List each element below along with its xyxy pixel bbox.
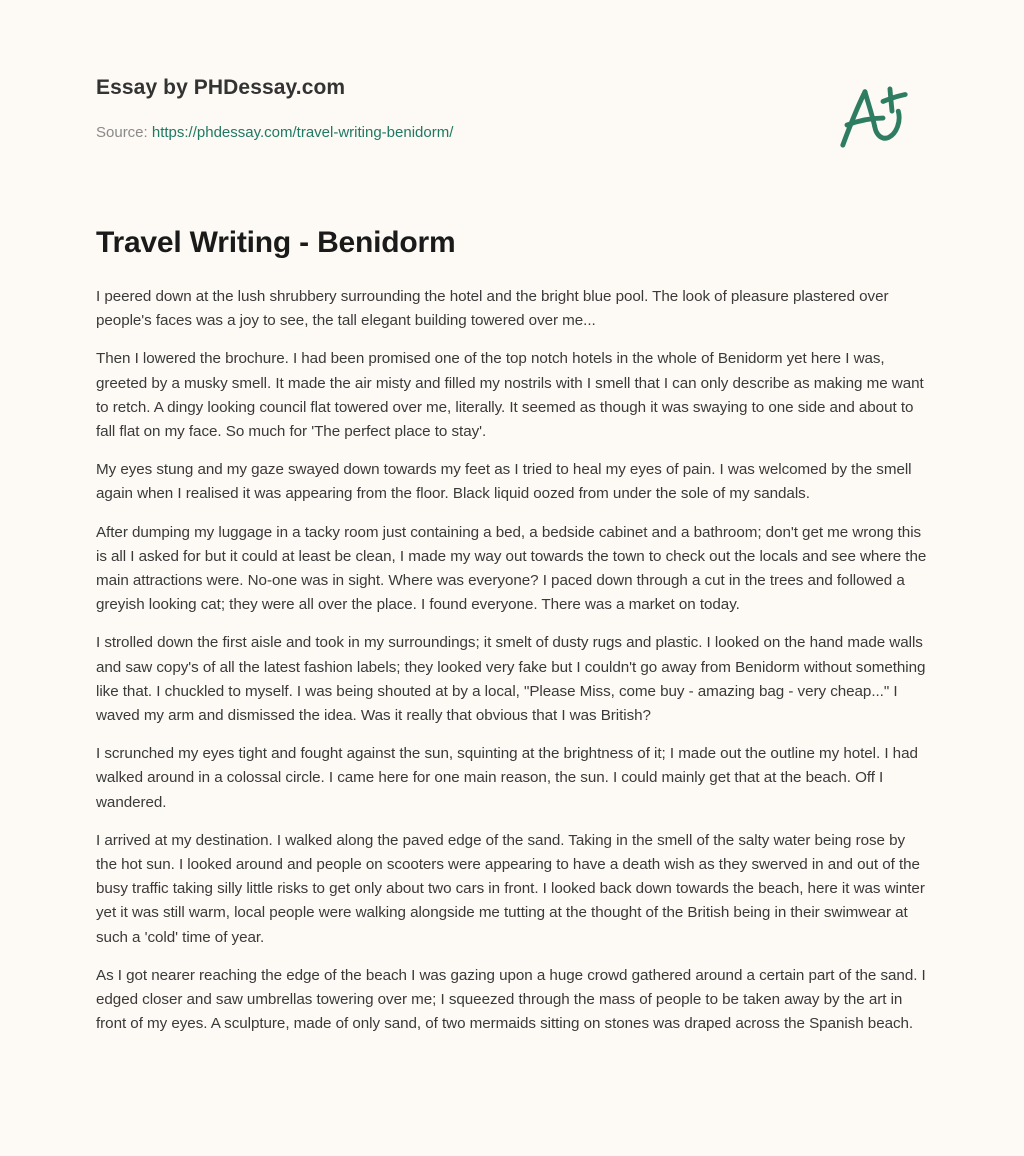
essay-page bbox=[96, 0, 930, 1033]
essay-paragraph: I strolled down the first aisle and took in my surroundings; it smelt of dusty rugs and plastic. I looked on the hand made walls and saw copy's of all the latest fashion labels; they looked very fake but I couldn't go away from Benidorm without something like that. I chuckled to myself. I was being shouted at by a local, "Please Miss, come buy - amazing bag - very cheap..." I waved my arm and dismissed the idea. Was it really that obvious that I was British? bbox=[96, 634, 926, 725]
essay-title: Travel Writing - Benidorm bbox=[96, 226, 456, 259]
essay-paragraph: As I got nearer reaching the edge of the beach I was gazing upon a huge crowd gathered around a certain part of the sand. I edged closer and saw umbrellas towering over me; I squeezed through the mass of people to be taken away by the art in front of my eyes. A sculpture, made of only sand, of two mermaids sitting on stones was draped across the Spanish beach. bbox=[96, 966, 926, 1033]
essay-paragraph: My eyes stung and my gaze swayed down towards my feet as I tried to heal my eyes of pain. I was welcomed by the smell again when I realised it was appearing from the floor. Black liquid oozed from under the sole of my sandals. bbox=[96, 461, 912, 503]
source-link[interactable]: https://phdessay.com/travel-writing-benidorm/ bbox=[151, 124, 454, 141]
essay-paragraph: Then I lowered the brochure. I had been promised one of the top notch hotels in the whole of Benidorm yet here I was, greeted by a musky smell. It made the air misty and filled my nostrils with I smell that I can only describe as making me want to retch. A dingy looking council flat towered over me, literally. It seemed as though it was swaying to one side and about to fall flat on my face. So much for 'The perfect place to stay'. bbox=[96, 350, 924, 441]
essay-paragraph: After dumping my luggage in a tacky room just containing a bed, a bedside cabinet and a bathroom; don't get me wrong this is all I asked for but it could at least be clean, I made my way out towards the town to check out the locals and see where the main attractions were. No-one was in sight. Where was everyone? I paced down through a cut in the trees and followed a greyish looking cat; they were all over the place. I found everyone. There was a market on today. bbox=[96, 523, 927, 614]
a-plus-grade-icon bbox=[822, 64, 926, 168]
essay-paragraph: I scrunched my eyes tight and fought against the sun, squinting at the brightness of it; I made out the outline my hotel. I had walked around in a colossal circle. I came here for one main reason, the sun. I could mainly get that at the beach. Off I wandered. bbox=[96, 745, 918, 811]
essay-paragraph: I arrived at my destination. I walked along the paved edge of the sand. Taking in the smell of the salty water being rose by the hot sun. I looked around and people on scooters were appearing to have a death wish as they swerved in and out of the busy traffic taking silly little risks to get only about two cars in front. I looked back down towards the beach, here it was winter yet it was still warm, local people were walking alongside me tutting at the thought of the British being in their swimwear at such a 'cold' time of year. bbox=[96, 831, 925, 946]
essay-body bbox=[96, 285, 930, 1050]
page-header bbox=[96, 0, 930, 200]
source-label: Source: bbox=[96, 124, 152, 141]
source-line bbox=[96, 124, 453, 141]
site-title: Essay by PHDessay.com bbox=[96, 76, 346, 99]
essay-paragraph: I peered down at the lush shrubbery surrounding the hotel and the bright blue pool. The look of pleasure plastered over people's faces was a joy to see, the tall elegant building towered over me... bbox=[96, 288, 889, 330]
